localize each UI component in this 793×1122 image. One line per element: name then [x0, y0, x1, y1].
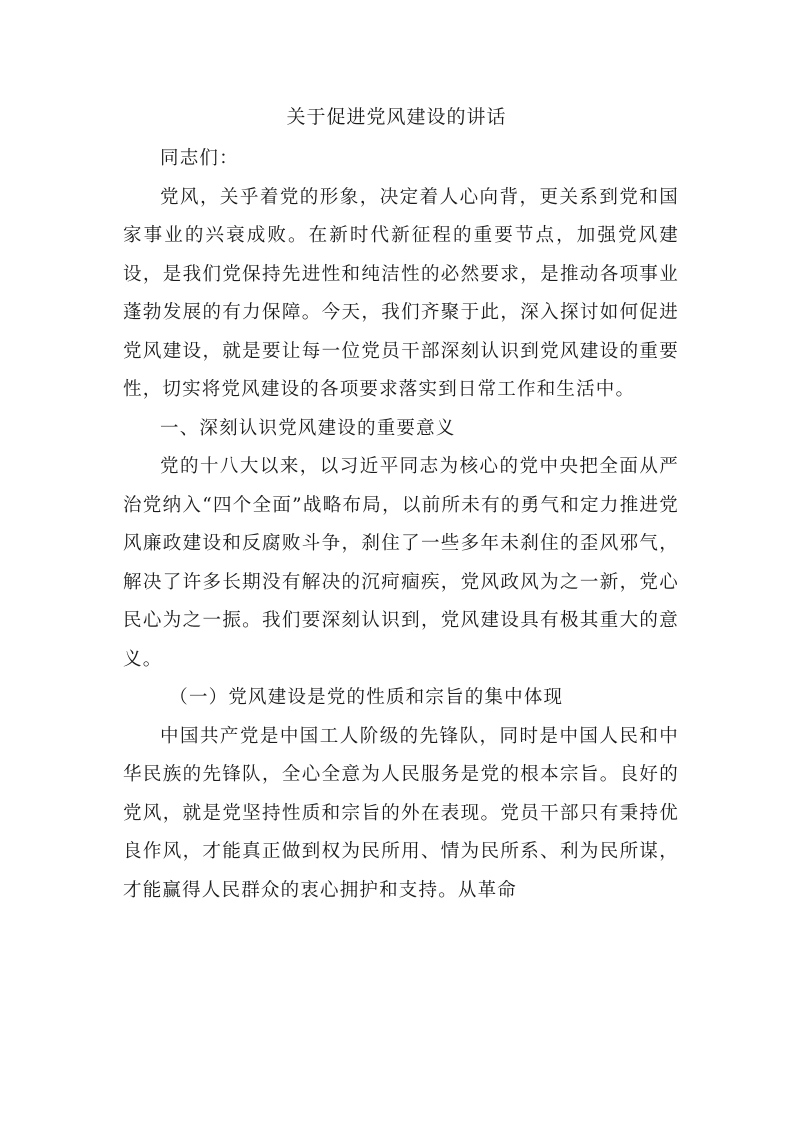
intro-paragraph: 党风，关乎着党的形象，决定着人心向背，更关系到党和国家事业的兴衰成败。在新时代新征程的重要节点，加强党风建设，是我们党保持先进性和纯洁性的必然要求，是推动各项事业蓬勃发展的有力保障。今天，我们齐聚于此，深入探讨如何促进党风建设，就是要让每一位党员干部深刻认识到党风建设的重要性，切实将党风建设的各项要求落实到日常工作和生活中。 [123, 186, 679, 400]
section-1-paragraph: 党的十八大以来，以习近平同志为核心的党中央把全面从严治党纳入“四个全面”战略布局，以前所未有的勇气和定力推进党风廉政建设和反腐败斗争，刹住了一些多年未刹住的歪风邪气，解决了许多长期没有解决的沉疴痼疾，党风政风为之一新，党心民心为之一振。我们要深刻认识到，党风建设具有极其重大的意义。 [123, 456, 679, 670]
section-heading-1: 一、深刻认识党风建设的重要意义 [160, 417, 456, 439]
salutation: 同志们： [160, 148, 239, 169]
subsection-heading-1-1: （一）党风建设是党的性质和宗旨的集中体现 [169, 687, 564, 708]
document-title: 关于促进党风建设的讲话 [286, 106, 507, 128]
document-body [123, 140, 679, 910]
subsection-1-1-paragraph: 中国共产党是中国工人阶级的先锋队，同时是中国人民和中华民族的先锋队，全心全意为人民服务是党的根本宗旨。良好的党风，就是党坚持性质和宗旨的外在表现。党员干部只有秉持优良作风，才能真正做到权为民所用、情为民所系、利为民所谋，才能赢得人民群众的衷心拥护和支持。从革命 [123, 725, 679, 901]
